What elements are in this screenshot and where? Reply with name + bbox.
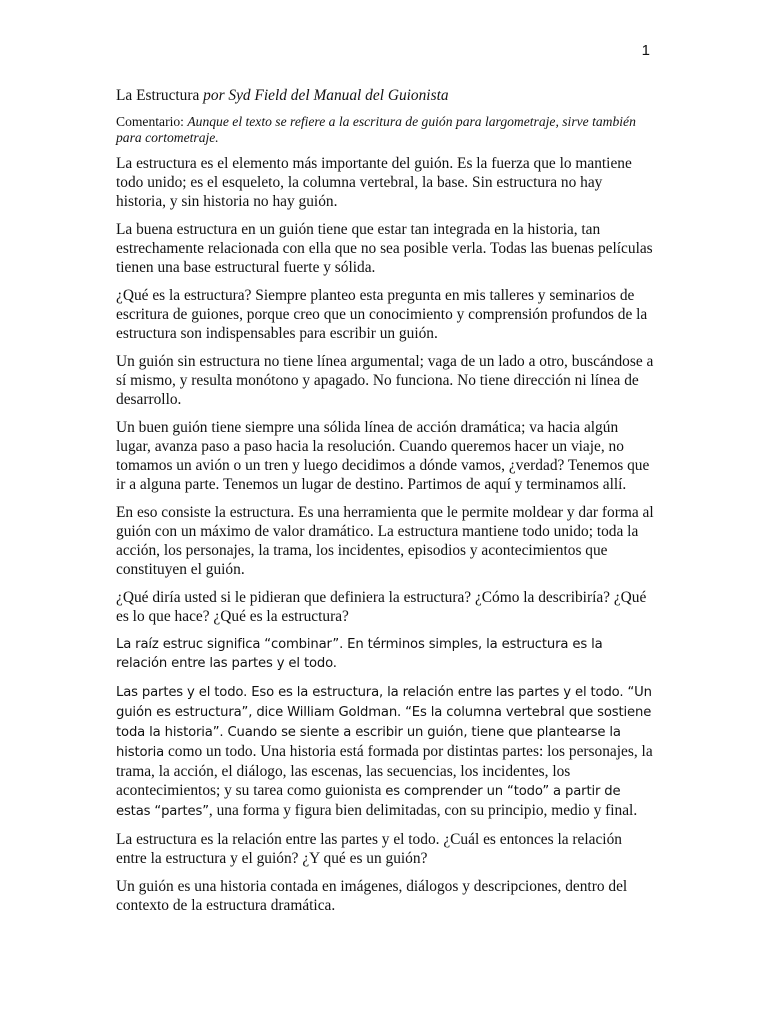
- title-byline: por Syd Field del Manual del Guionista: [199, 87, 449, 104]
- document-title: [116, 86, 656, 105]
- comment: [116, 114, 656, 145]
- paragraph-9-sans: Las partes y el todo. Eso es la estructura, la relación entre las partes y el todo. “Un guión es estructura”, dice William Goldman. “Es la columna vertebral que sostiene toda la historia”. Cuando se siente a escribir un guión, tiene que plantearse la historia: [116, 685, 652, 760]
- comment-label: Comentario:: [116, 114, 188, 129]
- page-number: 1: [641, 42, 650, 59]
- paragraph-2: La buena estructura en un guión tiene que estar tan integrada en la historia, tan estrechamente relacionada con ella que no sea posible verla. Todas las buenas películas tienen una base estructural fuerte y sólida.: [116, 221, 653, 276]
- paragraph-5: Un buen guión tiene siempre una sólida línea de acción dramática; va hacia algún lugar, avanza paso a paso hacia la resolución. Cuando queremos hacer un viaje, no tomamos un avión o un tren y luego decidimos a dónde vamos, ¿verdad? Tenemos que ir a alguna parte. Tenemos un lugar de destino. Partimos de aquí y terminamos allí.: [116, 419, 650, 493]
- paragraph-9: [116, 682, 656, 821]
- paragraph-11: Un guión es una historia contada en imágenes, diálogos y descripciones, dentro del contexto de la estructura dramática.: [116, 878, 628, 914]
- paragraph-4: Un guión sin estructura no tiene línea argumental; vaga de un lado a otro, buscándose a sí mismo, y resulta monótono y apagado. No funciona. No tiene dirección ni línea de desarrollo.: [116, 353, 654, 408]
- paragraph-10: La estructura es la relación entre las partes y el todo. ¿Cuál es entonces la relación entre la estructura y el guión? ¿Y qué es un guión?: [116, 831, 622, 867]
- paragraph-8: La raíz estruc significa “combinar”. En términos simples, la estructura es la relación entre las partes y el todo.: [116, 637, 603, 671]
- paragraph-1: La estructura es el elemento más importante del guión. Es la fuerza que lo mantiene todo unido; es el esqueleto, la columna vertebral, la base. Sin estructura no hay historia, y sin historia no hay guión.: [116, 155, 632, 210]
- paragraph-7: ¿Qué diría usted si le pidieran que definiera la estructura? ¿Cómo la describiría? ¿Qué es lo que hace? ¿Qué es la estructura?: [116, 589, 647, 625]
- paragraph-9-serif-2: , una forma y figura bien delimitadas, con su principio, medio y final.: [208, 802, 638, 819]
- paragraph-6: En eso consiste la estructura. Es una herramienta que le permite moldear y dar forma al guión con un máximo de valor dramático. La estructura mantiene todo unido; toda la acción, los personajes, la trama, los incidentes, episodios y acontecimientos que constituyen el guión.: [116, 504, 654, 578]
- paragraph-9-sans-2: es comprender un “todo” a partir de estas “partes”: [116, 784, 621, 819]
- paragraph-9-serif: como un todo. Una historia está formada por distintas partes: los personajes, la trama, la acción, el diálogo, las escenas, las secuencias, los incidentes, los acontecimientos; y su tarea como guionista: [116, 743, 653, 799]
- document-body: [116, 86, 656, 924]
- title-main: La Estructura: [116, 87, 200, 104]
- comment-text: Aunque el texto se refiere a la escritura de guión para largometraje, sirve también para cortometraje.: [116, 114, 636, 145]
- paragraph-3: ¿Qué es la estructura? Siempre planteo esta pregunta en mis talleres y seminarios de escritura de guiones, porque creo que un conocimiento y comprensión profundos de la estructura son indispensables para escribir un guión.: [116, 287, 648, 342]
